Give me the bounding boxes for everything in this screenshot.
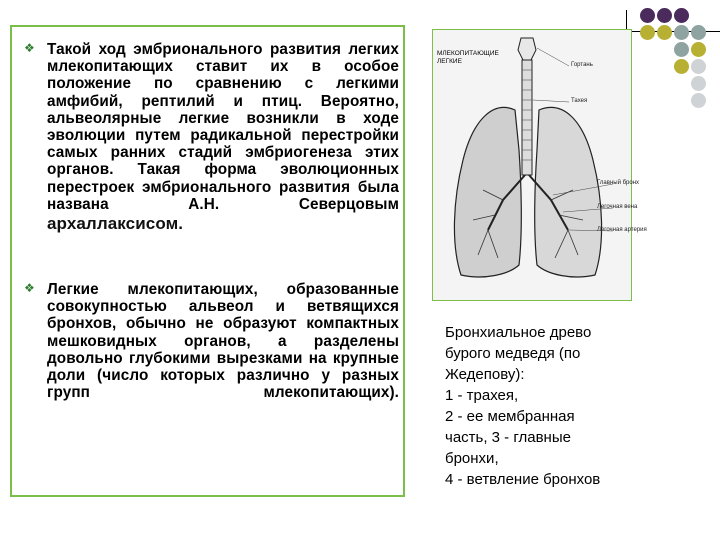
figure-title-line-2: ЛЕГКИЕ: [437, 58, 462, 65]
decor-dot: [691, 93, 706, 108]
caption-line: бурого медведя (по: [445, 345, 581, 362]
figure-title-line-1: МЛЕКОПИТАЮЩИЕ: [437, 50, 499, 57]
term-archallaxis: архаллаксисом.: [47, 214, 184, 234]
label-main-bronchus: Главный бронх: [597, 180, 640, 186]
paragraph-1: [47, 41, 399, 233]
figure-caption: [445, 322, 660, 490]
decor-dot: [674, 8, 689, 23]
caption-line: 1 - трахея,: [445, 387, 519, 404]
caption-line: 4 - ветвление бронхов: [445, 471, 601, 488]
bullet-diamond-icon: ❖: [24, 41, 35, 55]
label-pulmonary-artery: Легочная артерия: [597, 227, 647, 233]
caption-line: Бронхиальное древо: [445, 324, 592, 341]
decor-dot: [674, 25, 689, 40]
decor-dot: [691, 76, 706, 91]
decor-dot: [691, 59, 706, 74]
paragraph-1-text: Такой ход эмбрионального развития легких млекопитающих ставит их в особое положение по сравнению с легкими амфибий, рептилий и птиц. Вероятно, альвеолярные легкие возникли в ходе эволюции путем радикальной перестройки самых ранних стадий эмбриогенеза этих органов. Такая форма эволюционных перестроек эмбрионального развития была названа А.Н. Северцовым: [47, 41, 399, 213]
decor-dot: [691, 25, 706, 40]
decor-dot: [691, 42, 706, 57]
label-pulmonary-vein: Легочная вена: [597, 204, 638, 210]
decor-dot: [657, 8, 672, 23]
lungs-figure: [432, 29, 647, 301]
lungs-illustration: [433, 30, 631, 300]
bullet-diamond-icon: ❖: [24, 281, 35, 295]
caption-line: часть, 3 - главные: [445, 429, 571, 446]
decor-dot: [640, 8, 655, 23]
caption-line: Жедепову):: [445, 366, 525, 383]
decor-dot: [674, 42, 689, 57]
label-trachea: Тахея: [571, 98, 588, 104]
decor-dot: [657, 25, 672, 40]
paragraph-2-text: Легкие млекопитающих, образованные совокупностью альвеол и ветвящихся бронхов, обычно не образуют компактных мешковидных органов, а разделены довольно глубокими вырезками на крупные доли (число которых различно у разных групп млекопитающих).: [47, 281, 399, 402]
caption-line: бронхи,: [445, 450, 499, 467]
decor-dots: [630, 6, 720, 116]
paragraph-2: [47, 281, 399, 401]
decor-dot: [674, 59, 689, 74]
caption-line: 2 - ее мембранная: [445, 408, 575, 425]
decor-dot: [640, 25, 655, 40]
text-panel: [10, 25, 405, 497]
label-larynx: Гортань: [571, 62, 593, 68]
